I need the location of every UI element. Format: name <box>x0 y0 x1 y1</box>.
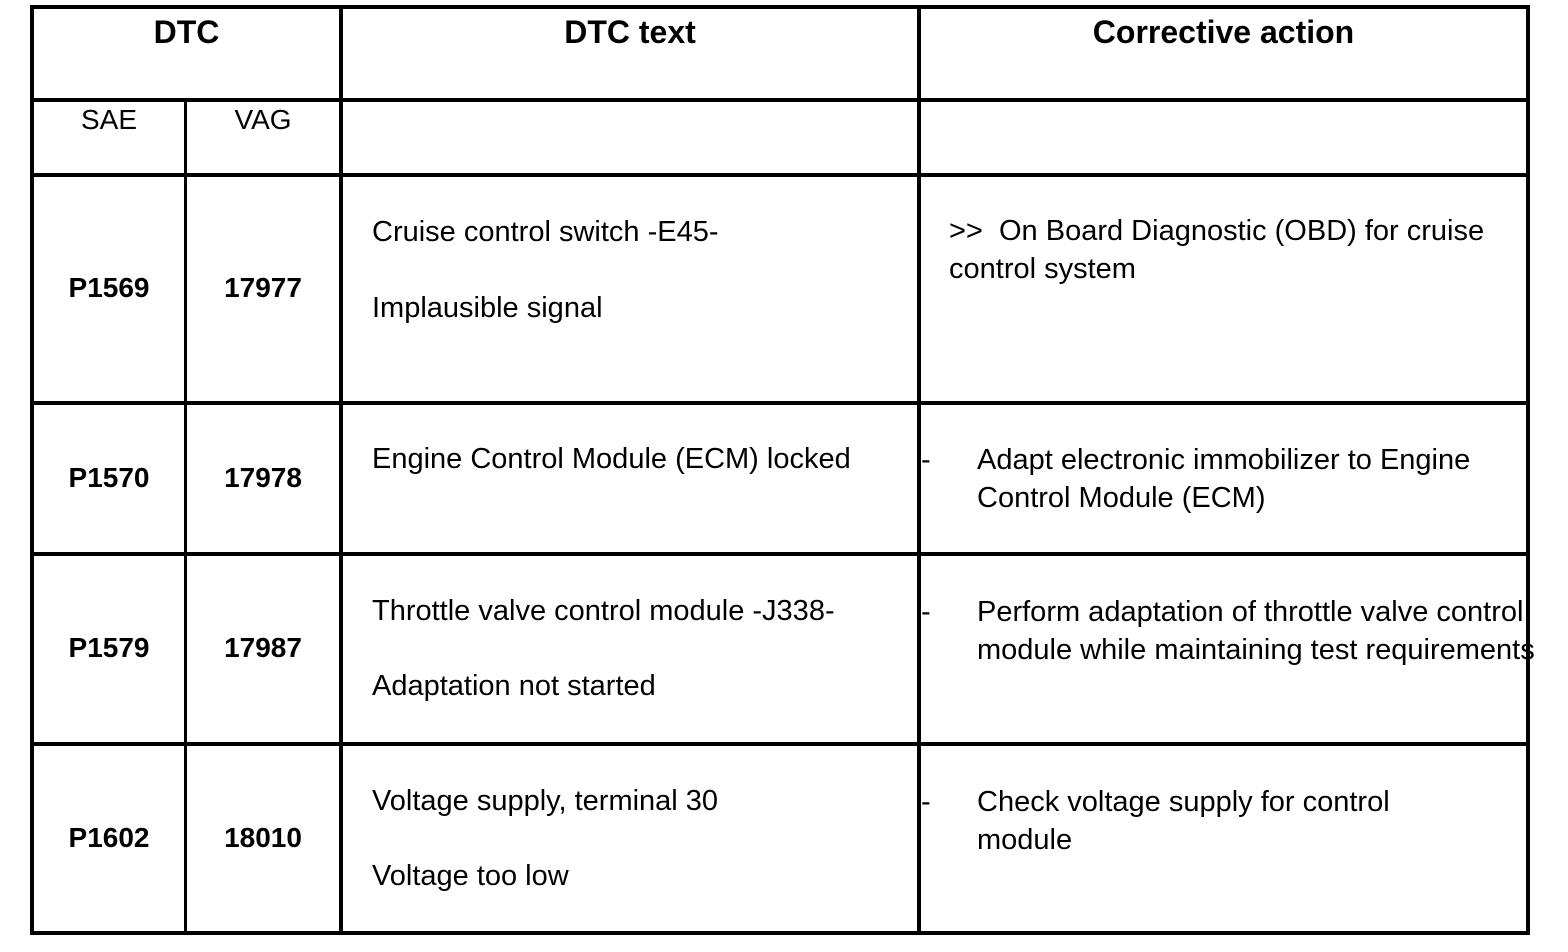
table-divider <box>30 552 1530 556</box>
vag-code: 17977 <box>224 272 302 303</box>
dtc-text-line2: Implausible signal <box>372 292 603 324</box>
header-dtc-text: DTC text <box>564 14 696 50</box>
header-sae: SAE <box>80 104 138 135</box>
table-divider <box>30 401 1530 405</box>
corrective-action <box>921 593 1537 669</box>
dtc-text-line2: Voltage too low <box>372 860 569 892</box>
sae-code: P1579 <box>68 632 150 663</box>
action-text: Adapt electronic immobilizer to Engine Control Module (ECM) <box>977 444 1471 514</box>
action-text: Check voltage supply for control module <box>977 786 1390 856</box>
table-border-bottom <box>30 931 1530 935</box>
action-text: Perform adaptation of throttle valve control module while maintaining test requirements <box>977 596 1535 666</box>
header-dtc: DTC <box>153 14 220 50</box>
action-prefix: - <box>921 596 931 628</box>
corrective-action <box>949 212 1521 288</box>
column-divider <box>184 100 187 935</box>
vag-code: 17978 <box>224 462 302 493</box>
header-corrective-action: Corrective action <box>1092 14 1355 50</box>
table-border-top <box>30 5 1530 9</box>
header-vag: VAG <box>234 104 292 135</box>
dtc-text-line2: Adaptation not started <box>372 670 656 702</box>
sae-code: P1570 <box>68 462 150 493</box>
dtc-text-line1: Throttle valve control module -J338- <box>372 595 835 627</box>
table-divider <box>30 173 1530 177</box>
column-divider <box>339 5 343 935</box>
dtc-text-line1: Engine Control Module (ECM) locked <box>372 443 851 475</box>
vag-code: 18010 <box>224 822 302 853</box>
table-divider <box>30 742 1530 746</box>
action-prefix: - <box>921 444 931 476</box>
sae-code: P1569 <box>68 272 150 303</box>
dtc-text-line1: Voltage supply, terminal 30 <box>372 785 719 817</box>
corrective-action <box>921 783 1477 859</box>
sae-code: P1602 <box>68 822 150 853</box>
action-prefix: - <box>921 786 931 818</box>
corrective-action <box>921 441 1497 517</box>
action-text: On Board Diagnostic (OBD) for cruise control system <box>949 215 1485 285</box>
dtc-text-line1: Cruise control switch -E45- <box>372 216 719 248</box>
table-border-right <box>1526 5 1530 935</box>
action-prefix: >> <box>949 215 983 247</box>
vag-code: 17987 <box>224 632 302 663</box>
